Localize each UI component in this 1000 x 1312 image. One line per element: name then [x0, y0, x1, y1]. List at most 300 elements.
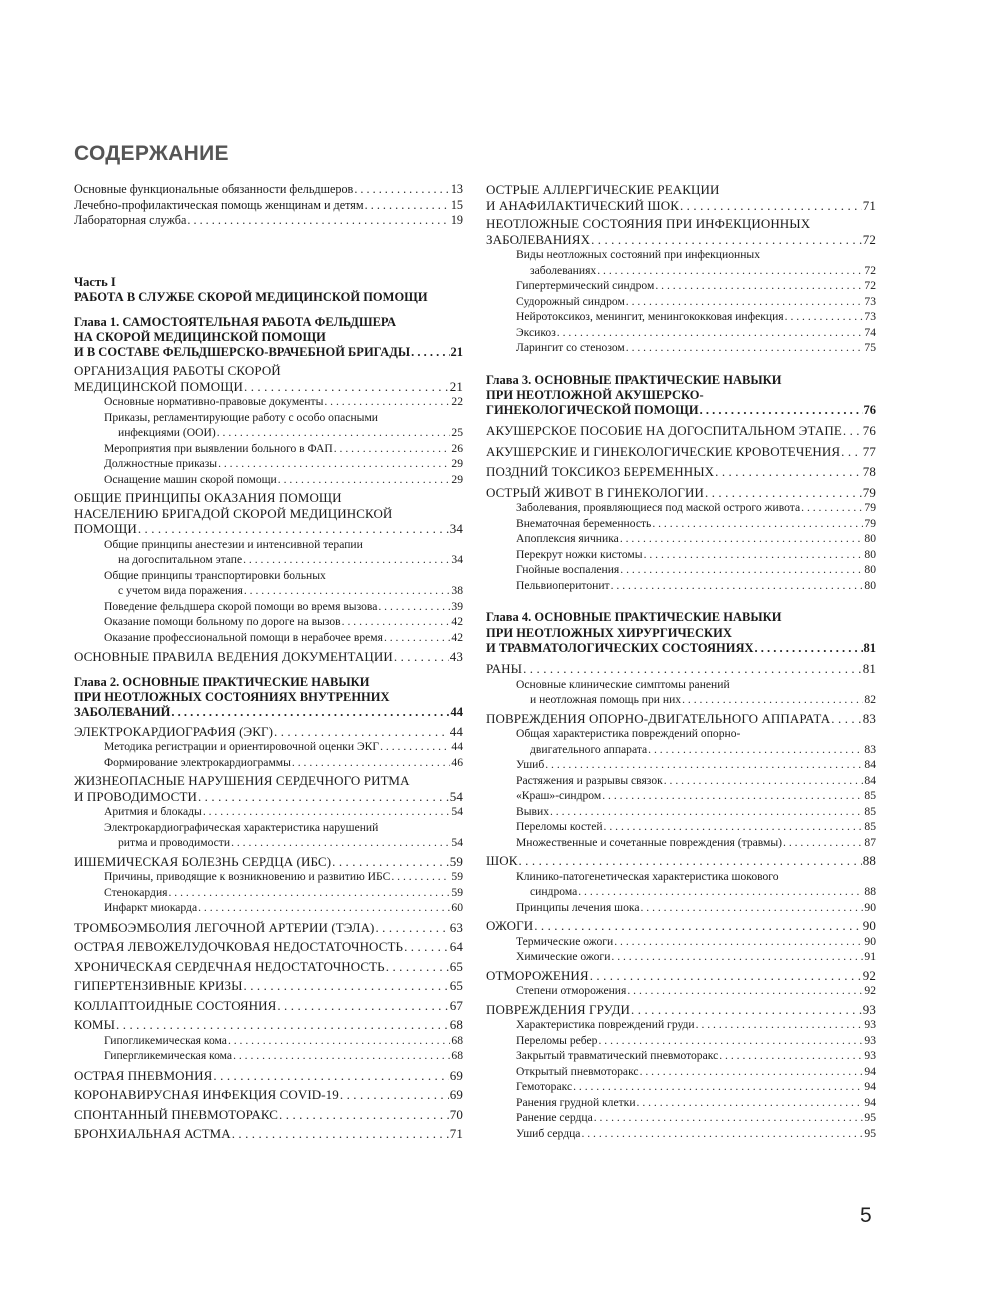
- dot-leader: [340, 1087, 449, 1103]
- toc-entry[interactable]: [74, 1017, 463, 1033]
- toc-page-number: 85: [864, 804, 876, 818]
- toc-entry-title: Основные нормативно-правовые документы: [104, 395, 324, 409]
- toc-entry-title: Оказание профессиональной помощи в нерабочее время: [104, 630, 383, 644]
- toc-entry[interactable]: [74, 213, 463, 229]
- toc-entry[interactable]: [486, 804, 876, 820]
- toc-entry-title: ПОМОЩИ: [74, 521, 137, 537]
- dot-leader: [602, 788, 863, 804]
- toc-entry-title: Перекрут ножки кистомы: [516, 547, 643, 561]
- toc-page-number: 90: [864, 934, 876, 948]
- toc-entry-title: заболеваниях: [530, 263, 597, 277]
- toc-page-number: 83: [862, 710, 876, 726]
- toc-entry[interactable]: [486, 464, 876, 480]
- toc-page-number: 80: [864, 547, 876, 561]
- toc-entry[interactable]: [74, 630, 463, 646]
- toc-entry-title: АКУШЕРСКИЕ И ГИНЕКОЛОГИЧЕСКИЕ КРОВОТЕЧЕНИЯ: [486, 443, 841, 459]
- dot-leader: [171, 705, 449, 720]
- toc-entry-title-line: Основные клинические симптомы ранений: [516, 677, 730, 691]
- toc-entry-title: инфекциями (ООИ): [118, 426, 216, 440]
- toc-entry-title: Открытый пневмоторакс: [516, 1064, 639, 1078]
- toc-entry[interactable]: [486, 1095, 876, 1111]
- toc-entry-title: АКУШЕРСКОЕ ПОСОБИЕ НА ДОГОСПИТАЛЬНОМ ЭТАПЕ: [486, 423, 842, 439]
- toc-entry[interactable]: [74, 1087, 463, 1103]
- toc-page-number: 76: [862, 423, 876, 439]
- toc-entry-title: ОЖОГИ: [486, 918, 534, 934]
- dot-leader: [655, 278, 863, 294]
- dot-leader: [292, 755, 450, 771]
- dot-leader: [411, 345, 449, 360]
- dot-leader: [168, 885, 450, 901]
- toc-entry[interactable]: [74, 182, 463, 198]
- toc-page-number: 60: [451, 901, 463, 915]
- toc-entry[interactable]: [486, 968, 876, 984]
- toc-entry-title: Заболевания, проявляющиеся под маской острого живота: [516, 501, 801, 515]
- toc-entry[interactable]: [74, 959, 463, 975]
- dot-leader: [217, 425, 451, 441]
- toc-entry[interactable]: [74, 820, 463, 851]
- dot-leader: [534, 918, 862, 934]
- toc-entry-title: Эксикоз: [516, 325, 556, 339]
- toc-entry[interactable]: [486, 1033, 876, 1049]
- toc-entry[interactable]: [74, 675, 463, 721]
- dot-leader: [611, 949, 863, 965]
- toc-entry[interactable]: [486, 869, 876, 900]
- dot-leader: [244, 978, 449, 994]
- toc-entry-title: Инфаркт миокарда: [104, 901, 198, 915]
- dot-leader: [626, 294, 864, 310]
- toc-entry-title: Гипергликемическая кома: [104, 1049, 233, 1063]
- dot-leader: [715, 464, 862, 480]
- toc-left-column: [74, 182, 463, 1142]
- dot-leader: [664, 773, 864, 789]
- toc-page-number: 95: [864, 1126, 876, 1140]
- toc-entry[interactable]: [486, 1110, 876, 1126]
- toc-entry[interactable]: [486, 726, 876, 757]
- toc-page-number: 93: [864, 1033, 876, 1047]
- toc-entry-title: Нейротоксикоз, менингит, менингококковая инфекция: [516, 310, 784, 323]
- toc-page-number: 80: [864, 563, 876, 577]
- toc-entry-title: Основные функциональные обязанности фельдшеров: [74, 182, 354, 196]
- toc-entry[interactable]: [74, 599, 463, 615]
- toc-page-number: 59: [451, 870, 463, 884]
- toc-entry[interactable]: [74, 198, 463, 214]
- toc-entry[interactable]: [74, 900, 463, 916]
- toc-entry[interactable]: [486, 578, 876, 594]
- toc-entry-title-line: Общие принципы транспортировки больных: [104, 568, 326, 582]
- toc-page-number: 91: [864, 950, 876, 964]
- toc-entry-title-line: Клинико-патогенетическая характеристика шокового: [516, 869, 779, 883]
- dot-leader: [637, 1095, 864, 1111]
- toc-entry[interactable]: [486, 444, 876, 460]
- toc-page-number: 68: [451, 1033, 463, 1047]
- toc-entry-title: ШОК: [486, 853, 518, 869]
- toc-page-number: 68: [449, 1017, 463, 1033]
- toc-entry-title: Лабораторная служба: [74, 213, 187, 227]
- toc-entry-title: РАБОТА В СЛУЖБЕ СКОРОЙ МЕДИЦИНСКОЙ ПОМОЩИ: [74, 290, 428, 304]
- toc-page-number: 72: [864, 263, 876, 277]
- dot-leader: [203, 804, 451, 820]
- toc-entry-title: ЗАБОЛЕВАНИЙ: [74, 705, 171, 720]
- toc-entry[interactable]: [486, 983, 876, 999]
- toc-entry[interactable]: [74, 649, 463, 665]
- dot-leader: [138, 521, 449, 537]
- toc-entry-title: ПОВРЕЖДЕНИЯ ГРУДИ: [486, 1001, 631, 1017]
- toc-entry[interactable]: [486, 1126, 876, 1142]
- toc-entry[interactable]: [486, 773, 876, 789]
- dot-leader: [644, 547, 864, 563]
- toc-right-column: [486, 182, 876, 1141]
- toc-page-number: 94: [864, 1095, 876, 1109]
- toc-page-number: 65: [449, 978, 463, 994]
- toc-entry[interactable]: [74, 1068, 463, 1084]
- toc-page-number: 79: [864, 516, 876, 530]
- dot-leader: [354, 182, 449, 198]
- toc-entry[interactable]: [486, 373, 876, 419]
- dot-leader: [404, 939, 449, 955]
- dot-leader: [783, 835, 863, 851]
- dot-leader: [648, 742, 863, 758]
- toc-entry-title: Должностные приказы: [104, 457, 218, 471]
- toc-page-number: 88: [862, 853, 876, 869]
- toc-entry[interactable]: [74, 537, 463, 568]
- toc-entry[interactable]: [74, 1033, 463, 1049]
- toc-entry[interactable]: [74, 1107, 463, 1123]
- dot-leader: [620, 531, 864, 547]
- toc-entry[interactable]: [74, 773, 463, 804]
- dot-leader: [384, 630, 450, 646]
- dot-leader: [597, 263, 863, 279]
- toc-entry[interactable]: [486, 500, 876, 516]
- toc-entry[interactable]: [486, 247, 876, 278]
- toc-entry-title: ОСТРАЯ ЛЕВОЖЕЛУДОЧКОВАЯ НЕДОСТАТОЧНОСТЬ: [74, 939, 404, 955]
- toc-entry-title-line: Часть I: [74, 274, 116, 289]
- toc-page-number: 44: [449, 723, 463, 739]
- toc-entry-title: ОТМОРОЖЕНИЯ: [486, 967, 589, 983]
- dot-leader: [755, 641, 863, 656]
- toc-entry[interactable]: [486, 531, 876, 547]
- toc-entry-title: Термические ожоги: [516, 934, 614, 948]
- toc-entry-title: ОСТРАЯ ПНЕВМОНИЯ: [74, 1067, 213, 1083]
- toc-entry[interactable]: [486, 294, 876, 310]
- dot-leader: [324, 394, 450, 410]
- toc-page-number: 38: [451, 584, 463, 598]
- dot-leader: [557, 325, 864, 341]
- toc-page-number: 79: [864, 501, 876, 515]
- toc-entry-title: Стенокардия: [104, 885, 168, 899]
- toc-page-number: 94: [864, 1064, 876, 1078]
- toc-entry-title-line: ПРИ НЕОТЛОЖНЫХ СОСТОЯНИЯХ ВНУТРЕННИХ: [74, 690, 390, 705]
- toc-entry[interactable]: [486, 711, 876, 727]
- toc-page-number: 59: [449, 853, 463, 869]
- toc-entry-title: Гнойные воспаления: [516, 563, 620, 577]
- toc-entry[interactable]: [74, 920, 463, 936]
- toc-page-number: 84: [864, 758, 876, 772]
- toc-page-number: 29: [451, 457, 463, 471]
- dot-leader: [394, 649, 449, 665]
- dot-leader: [198, 789, 449, 805]
- toc-page-number: 21: [450, 345, 463, 360]
- toc-page-number: 63: [449, 919, 463, 935]
- toc-page-number: 21: [449, 378, 463, 394]
- toc-entry-title: Причины, приводящие к возникновению и развитию ИБС: [104, 870, 391, 884]
- toc-page-number: 43: [449, 649, 463, 665]
- dot-leader: [244, 583, 451, 599]
- toc-entry[interactable]: [486, 1002, 876, 1018]
- dot-leader: [700, 403, 863, 418]
- dot-leader: [627, 983, 863, 999]
- toc-entry[interactable]: [486, 1079, 876, 1095]
- toc-page-number: 44: [450, 705, 463, 720]
- toc-entry[interactable]: [486, 788, 876, 804]
- toc-entry-title: ПОВРЕЖДЕНИЯ ОПОРНО-ДВИГАТЕЛЬНОГО АППАРАТА: [486, 710, 831, 726]
- toc-entry-title: Аритмия и блокады: [104, 805, 202, 819]
- dot-leader: [380, 739, 450, 755]
- toc-entry[interactable]: [486, 485, 876, 501]
- toc-entry[interactable]: [486, 547, 876, 563]
- toc-entry[interactable]: [74, 739, 463, 755]
- toc-entry-title: Апоплексия яичника: [516, 532, 619, 546]
- toc-page-number: 80: [864, 532, 876, 546]
- dot-leader: [801, 500, 863, 516]
- toc-entry[interactable]: [74, 724, 463, 740]
- dot-leader: [365, 198, 450, 214]
- toc-entry-title: И В СОСТАВЕ ФЕЛЬДШЕРСКО-ВРАЧЕБНОЙ БРИГАДЫ: [74, 345, 411, 360]
- dot-leader: [198, 900, 450, 916]
- toc-page-number: 76: [863, 403, 876, 418]
- toc-entry[interactable]: [486, 182, 876, 213]
- toc-entry-title-line: ОСТРЫЕ АЛЛЕРГИЧЕСКИЕ РЕАКЦИИ: [486, 182, 720, 197]
- toc-entry[interactable]: [486, 757, 876, 773]
- toc-entry-title-line: Общие принципы анестезии и интенсивной терапии: [104, 537, 363, 551]
- dot-leader: [187, 213, 449, 229]
- toc-entry-title: Вывих: [516, 804, 549, 818]
- toc-entry-title: Переломы ребер: [516, 1033, 598, 1047]
- dot-leader: [228, 1033, 450, 1049]
- toc-entry-title-line: ПРИ НЕОТЛОЖНОЙ АКУШЕРСКО-: [486, 387, 704, 402]
- dot-leader: [274, 724, 449, 740]
- dot-leader: [378, 599, 450, 615]
- toc-entry[interactable]: [74, 568, 463, 599]
- toc-entry-title: Оснащение машин скорой помощи: [104, 472, 277, 486]
- toc-page-number: 85: [864, 789, 876, 803]
- toc-entry-title: МЕДИЦИНСКОЙ ПОМОЩИ: [74, 378, 243, 394]
- page-title: СОДЕРЖАНИЕ: [74, 142, 229, 165]
- toc-entry[interactable]: [74, 363, 463, 394]
- toc-entry-title-line: ОРГАНИЗАЦИЯ РАБОТЫ СКОРОЙ: [74, 363, 281, 379]
- toc-entry[interactable]: [486, 216, 876, 247]
- toc-entry-title-line: Общая характеристика повреждений опорно-: [516, 727, 741, 741]
- toc-entry[interactable]: [74, 490, 463, 537]
- toc-page-number: 34: [449, 521, 463, 537]
- toc-entry[interactable]: [74, 755, 463, 771]
- dot-leader: [278, 472, 451, 488]
- toc-entry[interactable]: [486, 661, 876, 677]
- toc-entry[interactable]: [74, 275, 463, 306]
- toc-page-number: 73: [864, 294, 876, 308]
- toc-entry[interactable]: [486, 819, 876, 835]
- toc-page-number: 29: [451, 472, 463, 486]
- toc-entry[interactable]: [486, 900, 876, 916]
- page-number: 5: [860, 1204, 872, 1227]
- toc-entry-title: ПОЗДНИЙ ТОКСИКОЗ БЕРЕМЕННЫХ: [486, 464, 715, 480]
- toc-page-number: 42: [451, 615, 463, 629]
- toc-entry-title: Пельвиоперитонит: [516, 578, 610, 592]
- dot-leader: [277, 998, 448, 1014]
- toc-entry[interactable]: [486, 278, 876, 294]
- toc-entry-title-line: НА СКОРОЙ МЕДИЦИНСКОЙ ПОМОЩИ: [74, 329, 326, 344]
- toc-page-number: 19: [450, 213, 463, 227]
- toc-entry-title: Внематочная беременность: [516, 516, 652, 530]
- toc-entry-title: РАНЫ: [486, 661, 523, 677]
- toc-entry-title: ОСТРЫЙ ЖИВОТ В ГИНЕКОЛОГИИ: [486, 484, 704, 500]
- toc-page-number: 85: [864, 820, 876, 834]
- toc-entry-title: ритма и проводимости: [118, 836, 231, 850]
- toc-page-number: 69: [449, 1067, 463, 1083]
- toc-entry[interactable]: [486, 516, 876, 532]
- toc-entry-title-line: Виды неотложных состояний при инфекционных: [516, 248, 761, 261]
- dot-leader: [218, 456, 450, 472]
- toc-page-number: 90: [862, 918, 876, 934]
- toc-entry[interactable]: [74, 441, 463, 457]
- toc-page-number: 81: [863, 640, 876, 655]
- dot-leader: [342, 614, 451, 630]
- toc-page-number: 74: [864, 325, 876, 339]
- toc-entry-title: Степени отморожения: [516, 984, 627, 998]
- toc-entry[interactable]: [486, 1064, 876, 1080]
- toc-page-number: 83: [864, 742, 876, 756]
- toc-entry-title: ЗАБОЛЕВАНИЯХ: [486, 231, 591, 247]
- toc-entry[interactable]: [74, 456, 463, 472]
- toc-entry[interactable]: [74, 410, 463, 441]
- toc-entry[interactable]: [486, 309, 876, 325]
- toc-page-number: 87: [864, 835, 876, 849]
- toc-entry-title: И АНАФИЛАКТИЧЕСКИЙ ШОК: [486, 197, 679, 213]
- dot-leader: [550, 804, 863, 820]
- dot-leader: [232, 1126, 449, 1142]
- toc-entry-title: ЭЛЕКТРОКАРДИОГРАФИЯ (ЭКГ): [74, 723, 274, 739]
- toc-entry[interactable]: [74, 804, 463, 820]
- dot-leader: [523, 661, 862, 677]
- toc-entry-title-line: НЕОТЛОЖНЫЕ СОСТОЯНИЯ ПРИ ИНФЕКЦИОННЫХ: [486, 216, 811, 231]
- toc-page-number: 72: [864, 279, 876, 292]
- toc-entry[interactable]: [74, 1048, 463, 1064]
- toc-entry[interactable]: [486, 853, 876, 869]
- toc-entry-title: Судорожный синдром: [516, 294, 625, 308]
- toc-page-number: 93: [862, 1001, 876, 1017]
- dot-leader: [279, 1107, 449, 1123]
- toc-page-number: 25: [451, 426, 463, 440]
- toc-entry[interactable]: [74, 978, 463, 994]
- toc-entry-title-line: ПРИ НЕОТЛОЖНЫХ ХИРУРГИЧЕСКИХ: [486, 625, 732, 640]
- toc-page-number: 94: [864, 1080, 876, 1094]
- toc-entry[interactable]: [486, 423, 876, 439]
- toc-entry-title: СПОНТАННЫЙ ПНЕВМОТОРАКС: [74, 1106, 279, 1122]
- dot-leader: [231, 835, 450, 851]
- toc-page-number: 77: [862, 443, 876, 459]
- dot-leader: [578, 884, 863, 900]
- toc-page-number: 82: [864, 693, 876, 707]
- toc-entry[interactable]: [486, 340, 876, 356]
- dot-leader: [640, 1064, 864, 1080]
- toc-entry[interactable]: [74, 472, 463, 488]
- dot-leader: [620, 562, 863, 578]
- toc-entry-title: Переломы костей: [516, 820, 603, 834]
- toc-page-number: 95: [864, 1111, 876, 1125]
- dot-leader: [652, 516, 863, 532]
- toc-entry[interactable]: [74, 854, 463, 870]
- toc-page-number: 39: [451, 599, 463, 613]
- dot-leader: [243, 552, 450, 568]
- toc-entry[interactable]: [74, 998, 463, 1014]
- toc-entry[interactable]: [486, 835, 876, 851]
- toc-page-number: 84: [864, 773, 876, 787]
- toc-entry[interactable]: [74, 1126, 463, 1142]
- toc-entry[interactable]: [74, 939, 463, 955]
- toc-entry[interactable]: [486, 949, 876, 965]
- dot-leader: [233, 1048, 450, 1064]
- dot-leader: [244, 379, 449, 395]
- toc-page-number: 54: [451, 836, 463, 850]
- toc-entry-title: Ранения грудной клетки: [516, 1095, 636, 1109]
- toc-entry[interactable]: [74, 394, 463, 410]
- toc-entry[interactable]: [74, 885, 463, 901]
- dot-leader: [680, 198, 862, 214]
- dot-leader: [696, 1017, 864, 1033]
- toc-entry-title-line: Электрокардиографическая характеристика нарушений: [104, 820, 379, 834]
- toc-entry-title: И ТРАВМАТОЛОГИЧЕСКИХ СОСТОЯНИЯХ: [486, 640, 754, 655]
- toc-page-number: 93: [864, 1018, 876, 1032]
- toc-page-number: 34: [451, 553, 463, 567]
- dot-leader: [590, 968, 862, 984]
- toc-entry[interactable]: [74, 869, 463, 885]
- toc-entry[interactable]: [74, 315, 463, 361]
- toc-entry[interactable]: [486, 1017, 876, 1033]
- toc-entry-title: Гипогликемическая кома: [104, 1033, 227, 1047]
- dot-leader: [545, 757, 863, 773]
- toc-entry[interactable]: [486, 677, 876, 708]
- dot-leader: [591, 232, 862, 248]
- toc-entry-title-line: ОБЩИЕ ПРИНЦИПЫ ОКАЗАНИЯ ПОМОЩИ: [74, 490, 342, 506]
- toc-entry-title-line: Глава 3. ОСНОВНЫЕ ПРАКТИЧЕСКИЕ НАВЫКИ: [486, 372, 782, 387]
- toc-page-number: 72: [862, 231, 876, 247]
- toc-entry-title: ГИНЕКОЛОГИЧЕСКОЙ ПОМОЩИ: [486, 403, 699, 418]
- toc-entry-title: на догоспитальном этапе: [118, 553, 243, 567]
- toc-entry-title: Ушиб: [516, 758, 545, 772]
- toc-entry-title: Мероприятия при выявлении больного в ФАП: [104, 441, 333, 455]
- dot-leader: [581, 1126, 863, 1142]
- toc-entry[interactable]: [486, 1048, 876, 1064]
- toc-page-number: 42: [451, 630, 463, 644]
- toc-entry-title: Лечебно-профилактическая помощь женщинам и детям: [74, 197, 364, 212]
- toc-entry-title: ТРОМБОЭМБОЛИЯ ЛЕГОЧНОЙ АРТЕРИИ (ТЭЛА): [74, 919, 375, 935]
- toc-entry-title-line: НАСЕЛЕНИЮ БРИГАДОЙ СКОРОЙ МЕДИЦИНСКОЙ: [74, 505, 393, 521]
- toc-entry-title: ОСНОВНЫЕ ПРАВИЛА ВЕДЕНИЯ ДОКУМЕНТАЦИИ: [74, 649, 393, 665]
- toc-entry[interactable]: [486, 918, 876, 934]
- toc-entry[interactable]: [486, 562, 876, 578]
- toc-page-number: 26: [451, 441, 463, 455]
- dot-leader: [332, 854, 449, 870]
- toc-entry[interactable]: [486, 934, 876, 950]
- toc-page-number: 88: [864, 885, 876, 899]
- toc-entry[interactable]: [486, 325, 876, 341]
- dot-leader: [116, 1017, 449, 1033]
- toc-entry-title: Ранение сердца: [516, 1111, 593, 1125]
- toc-entry[interactable]: [486, 610, 876, 656]
- toc-entry[interactable]: [74, 614, 463, 630]
- toc-page-number: 79: [862, 484, 876, 500]
- toc-entry-title-line: Глава 1. САМОСТОЯТЕЛЬНАЯ РАБОТА ФЕЛЬДШЕРА: [74, 314, 396, 329]
- toc-entry-title-line: Глава 4. ОСНОВНЫЕ ПРАКТИЧЕСКИЕ НАВЫКИ: [486, 610, 782, 625]
